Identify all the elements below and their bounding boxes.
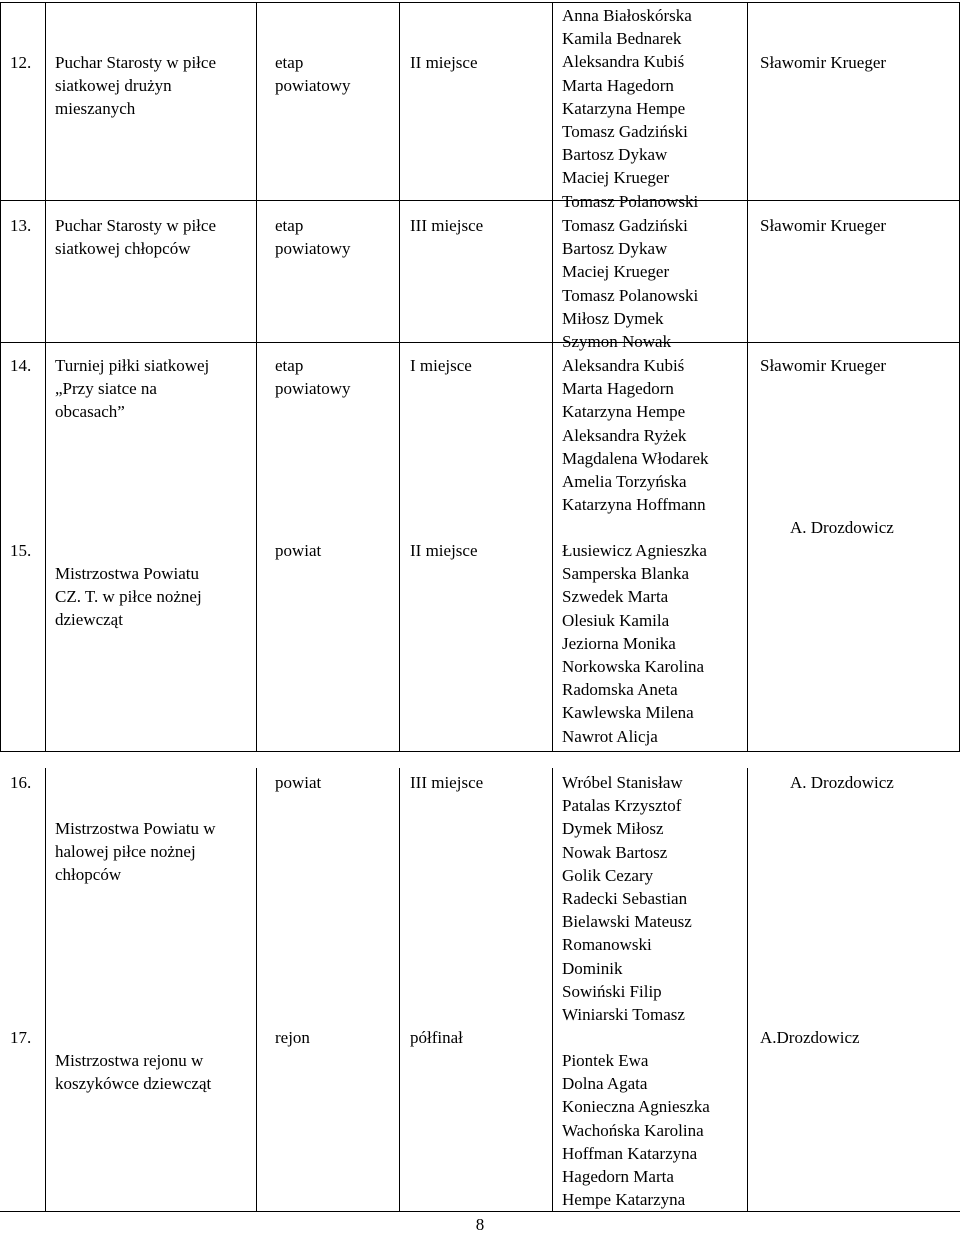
col-divider — [45, 768, 46, 1211]
event-name: Turniej piłki siatkowej „Przy siatce na obcasach” — [55, 356, 210, 422]
event-name: Mistrzostwa Powiatu CZ. T. w piłce nożnej dziewcząt — [55, 564, 202, 630]
col-divider — [399, 768, 400, 1211]
col-divider — [552, 768, 553, 1211]
coach-name: A. Drozdowicz — [790, 773, 894, 792]
competition-stage: etap powiatowy — [275, 216, 351, 259]
competition-stage: etap powiatowy — [275, 356, 351, 399]
event-name: Puchar Starosty w piłce siatkowej drużyn mieszanych — [55, 53, 216, 119]
placement: półfinał — [410, 1028, 463, 1047]
competition-stage: rejon — [275, 1028, 310, 1047]
coach-name: A. Drozdowicz — [790, 518, 894, 537]
placement: III miejsce — [410, 773, 484, 792]
participants-list: Łusiewicz Agnieszka Samperska Blanka Szwedek Marta Olesiuk Kamila Jeziorna Monika Norkowska Karolina Radomska Aneta Kawlewska Milena Nawrot Alicja — [562, 541, 707, 746]
competition-stage: powiat — [275, 541, 322, 560]
placement: II miejsce — [410, 53, 478, 72]
competition-stage: etap powiatowy — [275, 53, 351, 96]
col-divider — [0, 2, 1, 752]
placement: II miejsce — [410, 541, 478, 560]
col-divider — [256, 768, 257, 1211]
row-number: 12. — [10, 53, 32, 72]
event-name: Mistrzostwa rejonu w koszykówce dziewcząt — [55, 1051, 212, 1094]
row-number: 14. — [10, 356, 32, 375]
col-divider — [399, 2, 400, 752]
page-number: 8 — [475, 1215, 485, 1234]
coach-name: Sławomir Krueger — [760, 356, 887, 375]
lower-table-bottom-border — [0, 1211, 960, 1212]
placement: I miejsce — [410, 356, 472, 375]
col-divider — [256, 2, 257, 752]
col-divider — [747, 2, 748, 752]
coach-name: Sławomir Krueger — [760, 216, 887, 235]
event-name: Mistrzostwa Powiatu w halowej piłce nożnej chłopców — [55, 819, 216, 885]
participants-list: Aleksandra Kubiś Marta Hagedorn Katarzyna Hempe Aleksandra Ryżek Magdalena Włodarek Amelia Torzyńska Katarzyna Hoffmann — [562, 356, 709, 515]
coach-name: A.Drozdowicz — [760, 1028, 860, 1047]
col-divider — [45, 2, 46, 752]
participants-list: Anna Białoskórska Kamila Bednarek Aleksandra Kubiś Marta Hagedorn Katarzyna Hempe Tomasz Gadziński Bartosz Dykaw Maciej Krueger Tomasz Polanowski — [562, 6, 699, 211]
participants-list: Tomasz Gadziński Bartosz Dykaw Maciej Krueger Tomasz Polanowski Miłosz Dymek Szymon Nowak — [562, 216, 699, 352]
row-divider — [0, 200, 960, 201]
participants-list: Piontek Ewa Dolna Agata Konieczna Agnieszka Wachońska Karolina Hoffman Katarzyna Hagedorn Marta Hempe Katarzyna — [562, 1051, 710, 1210]
row-number: 16. — [10, 773, 32, 792]
col-divider — [552, 2, 553, 752]
competition-stage: powiat — [275, 773, 322, 792]
col-divider — [747, 768, 748, 1211]
row-number: 13. — [10, 216, 32, 235]
coach-name: Sławomir Krueger — [760, 53, 887, 72]
row-divider — [0, 342, 960, 343]
placement: III miejsce — [410, 216, 484, 235]
upper-table-bottom-border — [0, 751, 960, 752]
participants-list: Wróbel Stanisław Patalas Krzysztof Dymek Miłosz Nowak Bartosz Golik Cezary Radecki Sebastian Bielawski Mateusz Romanowski Dominik Sowiński Filip Winiarski Tomasz — [562, 773, 692, 1025]
event-name: Puchar Starosty w piłce siatkowej chłopców — [55, 216, 216, 259]
table-top-border — [0, 2, 960, 3]
row-number: 17. — [10, 1028, 32, 1047]
row-number: 15. — [10, 541, 32, 560]
